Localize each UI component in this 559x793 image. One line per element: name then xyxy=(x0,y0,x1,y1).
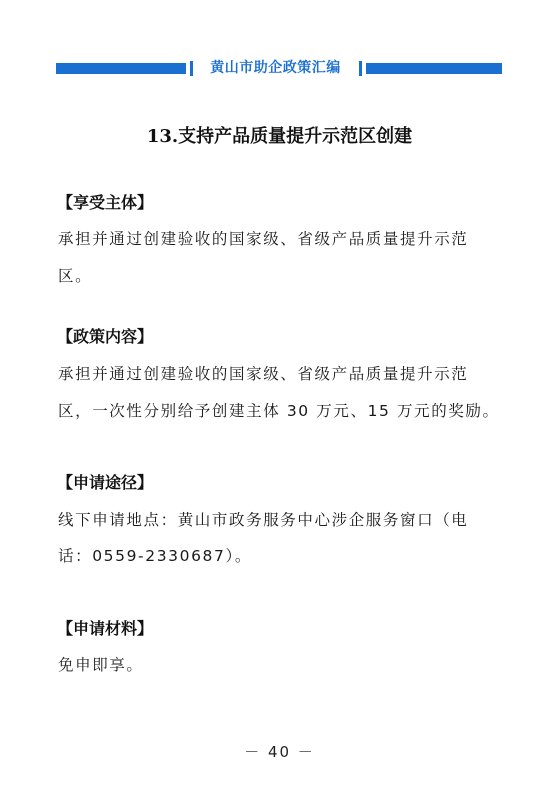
paragraph-line: 区，一次性分别给予创建主体 30 万元、15 万元的奖励。 xyxy=(58,402,500,420)
paragraph-line: 线下申请地点：黄山市政务服务中心涉企服务窗口（电 xyxy=(58,511,469,529)
section-heading-beneficiary: 【享受主体】 xyxy=(57,193,154,212)
banner-bar-left xyxy=(56,63,186,74)
header-banner xyxy=(56,59,502,78)
paragraph-line: 免申即享。 xyxy=(58,656,144,674)
paragraph-line: 承担并通过创建验收的国家级、省级产品质量提升示范 xyxy=(58,230,469,248)
section-heading-application-channel: 【申请途径】 xyxy=(57,473,154,492)
banner-title: 黄山市助企政策汇编 xyxy=(210,60,341,76)
section-heading-application-materials: 【申请材料】 xyxy=(57,619,154,638)
banner-tick-right xyxy=(359,61,362,76)
paragraph-line: 承担并通过创建验收的国家级、省级产品质量提升示范 xyxy=(58,365,469,383)
document-title: 13.支持产品质量提升示范区创建 xyxy=(146,126,413,147)
paragraph-line: 话：0559-2330687）。 xyxy=(58,547,252,565)
banner-bar-right xyxy=(366,63,502,74)
page-number: － 40 － xyxy=(244,743,315,761)
paragraph-line: 区。 xyxy=(58,267,93,285)
section-heading-policy-content: 【政策内容】 xyxy=(57,327,154,346)
banner-tick-left xyxy=(190,61,193,76)
